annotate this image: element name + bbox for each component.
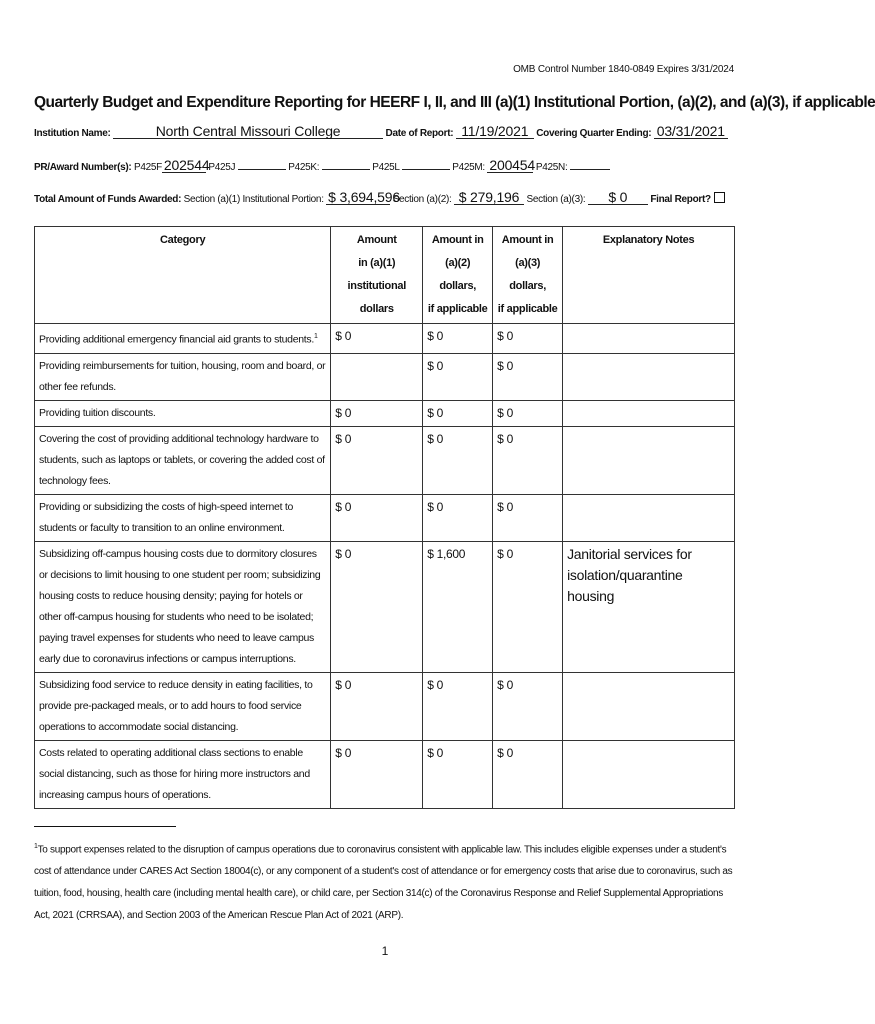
- table-header-row: [35, 227, 735, 324]
- a2-amount-cell[interactable]: $ 0: [423, 426, 493, 494]
- notes-cell[interactable]: [563, 672, 735, 740]
- a3-amount-cell[interactable]: $ 0: [493, 353, 563, 400]
- a1-amount-cell[interactable]: $ 0: [331, 494, 423, 541]
- a1-amount-cell[interactable]: $ 0: [331, 541, 423, 672]
- a1-total-field[interactable]: $ 3,694,596: [328, 189, 400, 205]
- final-report-checkbox[interactable]: [714, 192, 725, 203]
- a1-amount-cell[interactable]: [331, 353, 423, 400]
- a3-amount-cell[interactable]: $ 0: [493, 324, 563, 354]
- a3-total-field[interactable]: $ 0: [588, 190, 648, 205]
- a3-section-label: Section (a)(3):: [526, 194, 586, 205]
- institution-name-field[interactable]: North Central Missouri College: [113, 124, 383, 139]
- table-row: [35, 672, 735, 740]
- a1-amount-cell[interactable]: $ 0: [331, 324, 423, 354]
- p425f-field[interactable]: 202544: [163, 157, 210, 173]
- p425k-label: P425K:: [288, 162, 320, 173]
- footnote: [34, 836, 738, 927]
- category-cell: Providing or subsidizing the costs of high-speed internet to students or faculty to transition to an online environment.: [35, 494, 331, 541]
- institution-row: [34, 124, 728, 139]
- a2-amount-cell[interactable]: $ 0: [423, 353, 493, 400]
- table-row: [35, 353, 735, 400]
- a1-amount-cell[interactable]: $ 0: [331, 426, 423, 494]
- footnote-text: To support expenses related to the disruption of campus operations due to coronavirus consistent with applicable law. This includes eligible expenses under a student's cost of attendance under CARES Act Section 18004(c), or any component of a student's cost of attendance or for emergency costs that arise due to coronavirus, such as tuition, food, housing, health care (including mental health care), or child care, per Section 314(c) of the Coronavirus Response and Relief Supplemental Appropriations Act, 2021 (CRRSAA), and Section 2003 of the American Rescue Plan Act of 2021 (ARP).: [34, 844, 733, 922]
- category-cell: Providing tuition discounts.: [35, 400, 331, 426]
- notes-cell[interactable]: [563, 324, 735, 354]
- date-of-report-field[interactable]: 11/19/2021: [456, 124, 534, 139]
- a2-total-field[interactable]: $ 279,196: [454, 190, 524, 205]
- p425j-label: P425J: [208, 162, 236, 173]
- a3-amount-cell[interactable]: $ 0: [493, 541, 563, 672]
- a3-amount-cell[interactable]: $ 0: [493, 426, 563, 494]
- p425n-field[interactable]: [570, 159, 610, 170]
- p425l-label: P425L: [372, 162, 400, 173]
- table-row: [35, 324, 735, 354]
- footnote-ref: 1: [313, 333, 318, 340]
- category-cell: Costs related to operating additional class sections to enable social distancing, such as those for hiring more instructors and increasing campus hours of operations.: [35, 740, 331, 808]
- final-report-label: Final Report?: [650, 194, 711, 205]
- a3-amount-header: Amount in (a)(3) dollars, if applicable: [493, 227, 563, 324]
- a1-amount-cell[interactable]: $ 0: [331, 672, 423, 740]
- a3-amount-cell[interactable]: $ 0: [493, 740, 563, 808]
- a1-amount-cell[interactable]: $ 0: [331, 740, 423, 808]
- a3-amount-cell[interactable]: $ 0: [493, 400, 563, 426]
- table-row: [35, 400, 735, 426]
- category-cell: Providing reimbursements for tuition, housing, room and board, or other fee refunds.: [35, 353, 331, 400]
- a2-section-label: Section (a)(2):: [392, 194, 452, 205]
- p425j-field[interactable]: [238, 159, 286, 170]
- category-cell: Covering the cost of providing additional technology hardware to students, such as laptops or tablets, or covering the added cost of technology fees.: [35, 426, 331, 494]
- expenditure-table: [34, 226, 735, 809]
- p425m-field[interactable]: 200454: [489, 157, 535, 173]
- notes-cell[interactable]: [563, 740, 735, 808]
- covering-quarter-field[interactable]: 03/31/2021: [654, 124, 728, 139]
- p425l-field[interactable]: [402, 159, 450, 170]
- a2-amount-cell[interactable]: $ 0: [423, 672, 493, 740]
- p425f-label: P425F: [133, 162, 162, 173]
- page-number: 1: [381, 944, 389, 958]
- notes-cell[interactable]: [563, 426, 735, 494]
- a2-amount-cell[interactable]: $ 0: [423, 740, 493, 808]
- category-cell: Subsidizing off-campus housing costs due to dormitory closures or decisions to limit housing to one student per room; subsidizing housing costs to reduce housing density; paying for hotels or other off-campus housing for students who need to be isolated; paying travel expenses for students who need to leave campus early due to coronavirus infections or campus interruptions.: [35, 541, 331, 672]
- footnote-mark: 1: [34, 843, 38, 850]
- omb-control-number: OMB Control Number 1840-0849 Expires 3/31/2024: [513, 64, 734, 75]
- a1-amount-header: Amount in (a)(1) institutional dollars: [331, 227, 423, 324]
- page-title: Quarterly Budget and Expenditure Reporting for HEERF I, II, and III (a)(1) Institutional Portion, (a)(2), and (a)(3), if applicable: [34, 94, 875, 111]
- notes-cell[interactable]: [563, 353, 735, 400]
- a3-amount-cell[interactable]: $ 0: [493, 672, 563, 740]
- p425n-label: P425N:: [535, 162, 568, 173]
- a2-amount-cell[interactable]: $ 0: [423, 400, 493, 426]
- notes-cell[interactable]: Janitorial services for isolation/quarantine housing: [563, 541, 735, 672]
- notes-cell[interactable]: [563, 494, 735, 541]
- a2-amount-cell[interactable]: $ 1,600: [423, 541, 493, 672]
- p425k-field[interactable]: [322, 159, 370, 170]
- date-label: Date of Report:: [385, 128, 454, 139]
- p425m-label: P425M:: [452, 162, 485, 173]
- table-row: [35, 426, 735, 494]
- award-label: PR/Award Number(s):: [34, 162, 132, 173]
- total-funds-row: [34, 190, 725, 205]
- a2-amount-header: Amount in (a)(2) dollars, if applicable: [423, 227, 493, 324]
- award-row: [34, 158, 610, 173]
- category-header: Category: [35, 227, 331, 324]
- category-cell: Subsidizing food service to reduce density in eating facilities, to provide pre-packaged meals, or to add hours to food service operations to accommodate social distancing.: [35, 672, 331, 740]
- footnote-divider: [34, 826, 176, 827]
- a3-amount-cell[interactable]: $ 0: [493, 494, 563, 541]
- table-row: [35, 740, 735, 808]
- institution-label: Institution Name:: [34, 128, 111, 139]
- table-row: [35, 494, 735, 541]
- quarter-label: Covering Quarter Ending:: [536, 128, 652, 139]
- a2-amount-cell[interactable]: $ 0: [423, 324, 493, 354]
- table-row: [35, 541, 735, 672]
- notes-cell[interactable]: [563, 400, 735, 426]
- category-cell: Providing additional emergency financial aid grants to students.$^1$: [35, 324, 331, 354]
- a1-amount-cell[interactable]: $ 0: [331, 400, 423, 426]
- total-funds-label: Total Amount of Funds Awarded:: [34, 194, 182, 205]
- a2-amount-cell[interactable]: $ 0: [423, 494, 493, 541]
- a1-section-label: Section (a)(1) Institutional Portion:: [183, 194, 324, 205]
- explanatory-notes-header: Explanatory Notes: [563, 227, 735, 324]
